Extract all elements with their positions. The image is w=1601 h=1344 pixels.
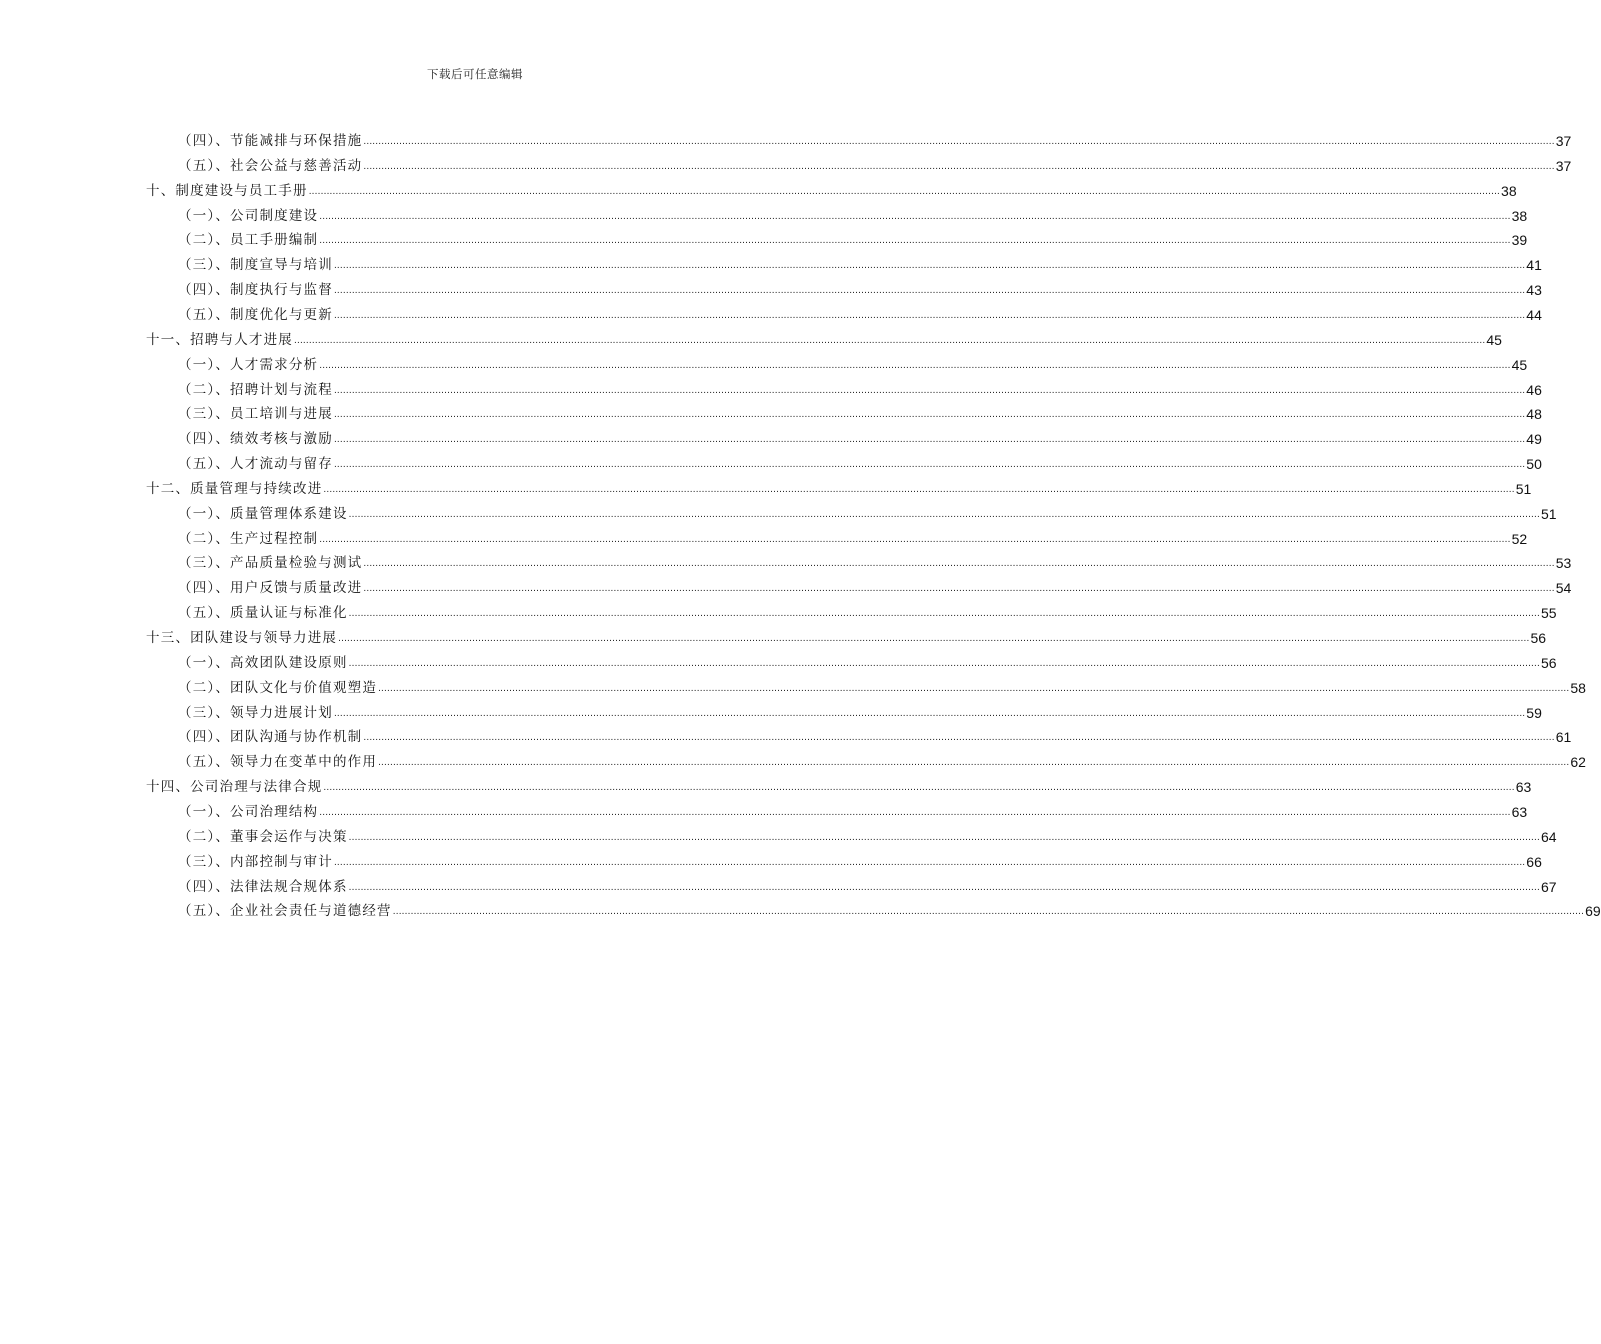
toc-entry-title: 十三、团队建设与领导力进展 xyxy=(146,630,338,646)
toc-entry-title: （三）、领导力进展计划 xyxy=(178,704,333,721)
toc-dot-leader: ................................................................................................................................................................................................................................................................................................................................................................................................................ xyxy=(319,533,1511,545)
toc-entry[interactable] xyxy=(178,298,1542,323)
toc-dot-leader: ................................................................................................................................................................................................................................................................................................................................................................................................................ xyxy=(333,285,1526,297)
toc-dot-leader: ................................................................................................................................................................................................................................................................................................................................................................................................................ xyxy=(333,707,1526,719)
toc-dot-leader: ................................................................................................................................................................................................................................................................................................................................................................................................................ xyxy=(348,831,1540,843)
toc-entry[interactable] xyxy=(178,273,1542,299)
toc-dot-leader: ................................................................................................................................................................................................................................................................................................................................................................................................................ xyxy=(392,906,1585,918)
toc-entry[interactable] xyxy=(178,646,1557,671)
toc-entry-title: （三）、产品质量检验与测试 xyxy=(178,555,363,572)
toc-dot-leader: ................................................................................................................................................................................................................................................................................................................................................................................................................ xyxy=(348,608,1540,620)
toc-entry-title: （一）、质量管理体系建设 xyxy=(178,505,348,522)
toc-entry-page: 66 xyxy=(1526,853,1542,870)
toc-entry-title: （三）、内部控制与审计 xyxy=(178,853,333,870)
toc-entry-page: 41 xyxy=(1526,257,1542,274)
toc-entry[interactable] xyxy=(178,199,1528,224)
toc-dot-leader: ................................................................................................................................................................................................................................................................................................................................................................................................................ xyxy=(363,136,1555,147)
toc-entry-page: 38 xyxy=(1511,207,1528,224)
toc-entry-page: 62 xyxy=(1570,754,1586,771)
toc-entry[interactable] xyxy=(178,373,1542,398)
toc-entry-page: 37 xyxy=(1555,157,1572,174)
toc-entry[interactable] xyxy=(178,845,1542,870)
toc-dot-leader: ................................................................................................................................................................................................................................................................................................................................................................................................................ xyxy=(363,160,1555,172)
toc-entry-title: （一）、高效团队建设原则 xyxy=(178,654,348,671)
toc-entry[interactable] xyxy=(178,696,1542,721)
toc-entry-page: 49 xyxy=(1526,431,1542,448)
toc-entry-page: 63 xyxy=(1515,779,1532,796)
toc-entry-title: （二）、员工手册编制 xyxy=(178,232,319,249)
toc-entry-title: （四）、制度执行与监督 xyxy=(178,282,333,299)
toc-entry-page: 69 xyxy=(1585,903,1601,920)
toc-entry[interactable] xyxy=(178,422,1542,448)
toc-entry-page: 38 xyxy=(1501,182,1517,199)
toc-entry[interactable] xyxy=(146,323,1502,348)
toc-dot-leader: ................................................................................................................................................................................................................................................................................................................................................................................................................ xyxy=(333,434,1526,446)
toc-dot-leader: ................................................................................................................................................................................................................................................................................................................................................................................................................ xyxy=(294,334,1486,346)
toc-entry[interactable] xyxy=(178,522,1528,547)
toc-dot-leader: ................................................................................................................................................................................................................................................................................................................................................................................................................ xyxy=(333,409,1526,421)
toc-entry-page: 46 xyxy=(1526,381,1542,398)
toc-entry-page: 54 xyxy=(1555,580,1572,597)
toc-entry[interactable] xyxy=(178,397,1542,423)
toc-entry-title: 十四、公司治理与法律合规 xyxy=(146,779,323,796)
toc-dot-leader: ................................................................................................................................................................................................................................................................................................................................................................................................................ xyxy=(348,657,1540,669)
toc-entry-page: 51 xyxy=(1515,480,1532,497)
toc-dot-leader: ................................................................................................................................................................................................................................................................................................................................................................................................................ xyxy=(378,757,1570,769)
toc-entry-title: （五）、人才流动与留存 xyxy=(178,456,333,473)
toc-entry-page: 56 xyxy=(1530,630,1547,646)
toc-entry[interactable] xyxy=(178,745,1586,771)
toc-entry-page: 58 xyxy=(1570,679,1586,696)
toc-dot-leader: ................................................................................................................................................................................................................................................................................................................................................................................................................ xyxy=(319,359,1511,371)
toc-entry[interactable] xyxy=(178,248,1542,274)
toc-entry-page: 51 xyxy=(1540,505,1557,522)
toc-entry-title: 十一、招聘与人才进展 xyxy=(146,331,293,348)
toc-entry-title: 十、制度建设与员工手册 xyxy=(146,182,308,199)
toc-dot-leader: ................................................................................................................................................................................................................................................................................................................................................................................................................ xyxy=(363,558,1555,570)
toc-entry-page: 56 xyxy=(1540,654,1557,671)
toc-dot-leader: ................................................................................................................................................................................................................................................................................................................................................................................................................ xyxy=(319,235,1511,247)
toc-entry-title: （五）、社会公益与慈善活动 xyxy=(178,157,363,174)
toc-entry-page: 59 xyxy=(1526,704,1542,721)
toc-dot-leader: ................................................................................................................................................................................................................................................................................................................................................................................................................ xyxy=(333,309,1526,321)
toc-entry[interactable] xyxy=(178,720,1572,746)
toc-entry-title: （二）、团队文化与价值观塑造 xyxy=(178,679,378,696)
toc-entry-page: 55 xyxy=(1540,605,1557,622)
toc-entry-title: （一）、人才需求分析 xyxy=(178,356,319,373)
toc-entry[interactable] xyxy=(178,497,1557,522)
toc-entry-page: 45 xyxy=(1511,356,1528,373)
toc-entry-page: 67 xyxy=(1540,878,1557,895)
toc-dot-leader: ................................................................................................................................................................................................................................................................................................................................................................................................................ xyxy=(348,508,1540,520)
toc-entry-page: 52 xyxy=(1511,530,1528,547)
toc-entry-page: 50 xyxy=(1526,456,1542,473)
toc-entry-title: （三）、员工培训与进展 xyxy=(178,406,333,423)
toc-dot-leader: ................................................................................................................................................................................................................................................................................................................................................................................................................ xyxy=(378,682,1570,694)
toc-entry-page: 44 xyxy=(1526,306,1542,323)
toc-entry[interactable] xyxy=(146,770,1532,796)
toc-entry[interactable] xyxy=(178,149,1572,174)
toc-entry[interactable] xyxy=(178,124,1572,149)
toc-entry-page: 63 xyxy=(1511,803,1528,820)
toc-entry-title: （二）、董事会运作与决策 xyxy=(178,828,348,845)
toc-dot-leader: ................................................................................................................................................................................................................................................................................................................................................................................................................ xyxy=(323,483,1515,495)
toc-entry[interactable] xyxy=(178,795,1528,820)
toc-entry[interactable] xyxy=(178,447,1542,473)
toc-entry[interactable] xyxy=(146,621,1547,646)
toc-entry[interactable] xyxy=(178,223,1528,249)
toc-entry-title: （五）、制度优化与更新 xyxy=(178,306,333,323)
toc-entry-title: （二）、招聘计划与流程 xyxy=(178,381,333,398)
toc-entry-title: （五）、企业社会责任与道德经营 xyxy=(178,903,392,920)
toc-dot-leader: ................................................................................................................................................................................................................................................................................................................................................................................................................ xyxy=(338,633,1530,644)
toc-dot-leader: ................................................................................................................................................................................................................................................................................................................................................................................................................ xyxy=(333,260,1526,272)
toc-entry-title: （四）、绩效考核与激励 xyxy=(178,431,333,448)
toc-entry-title: （四）、法律法规合规体系 xyxy=(178,878,348,895)
toc-entry-title: （四）、用户反馈与质量改进 xyxy=(178,580,363,597)
toc-entry-page: 43 xyxy=(1526,282,1542,299)
toc-dot-leader: ................................................................................................................................................................................................................................................................................................................................................................................................................ xyxy=(348,881,1540,893)
toc-entry-page: 53 xyxy=(1555,555,1572,572)
toc-entry[interactable] xyxy=(178,870,1557,895)
toc-entry-title: 十二、质量管理与持续改进 xyxy=(146,480,323,497)
toc-entry-title: （一）、公司制度建设 xyxy=(178,207,319,224)
toc-entry[interactable] xyxy=(178,820,1557,845)
toc-entry-page: 45 xyxy=(1486,331,1502,348)
toc-entry[interactable] xyxy=(178,671,1586,696)
toc-entry[interactable] xyxy=(146,174,1517,199)
toc-dot-leader: ................................................................................................................................................................................................................................................................................................................................................................................................................ xyxy=(363,732,1555,744)
toc-entry-title: （五）、质量认证与标准化 xyxy=(178,605,348,622)
toc-entry-page: 64 xyxy=(1540,828,1557,845)
toc-entry[interactable] xyxy=(178,571,1572,597)
toc-dot-leader: ................................................................................................................................................................................................................................................................................................................................................................................................................ xyxy=(333,384,1526,396)
toc-entry[interactable] xyxy=(178,596,1557,622)
toc-entry-page: 37 xyxy=(1555,133,1572,149)
toc-entry-title: （一）、公司治理结构 xyxy=(178,803,319,820)
toc-entry[interactable] xyxy=(178,894,1601,920)
toc-dot-leader: ................................................................................................................................................................................................................................................................................................................................................................................................................ xyxy=(319,806,1511,818)
toc-dot-leader: ................................................................................................................................................................................................................................................................................................................................................................................................................ xyxy=(308,185,1501,197)
page-header: 下载后可任意编辑 xyxy=(427,67,523,81)
toc-entry-page: 61 xyxy=(1555,729,1572,746)
toc-entry-page: 39 xyxy=(1511,232,1528,249)
toc-entry[interactable] xyxy=(178,546,1572,572)
toc-dot-leader: ................................................................................................................................................................................................................................................................................................................................................................................................................ xyxy=(333,856,1526,868)
toc-entry-title: （五）、领导力在变革中的作用 xyxy=(178,754,378,771)
toc-dot-leader: ................................................................................................................................................................................................................................................................................................................................................................................................................ xyxy=(319,210,1511,222)
toc-entry-page: 48 xyxy=(1526,406,1542,423)
toc-dot-leader: ................................................................................................................................................................................................................................................................................................................................................................................................................ xyxy=(333,459,1526,471)
toc-dot-leader: ................................................................................................................................................................................................................................................................................................................................................................................................................ xyxy=(363,583,1555,595)
toc-entry-title: （四）、团队沟通与协作机制 xyxy=(178,729,363,746)
toc-entry[interactable] xyxy=(146,472,1532,497)
toc-dot-leader: ................................................................................................................................................................................................................................................................................................................................................................................................................ xyxy=(323,782,1515,794)
toc-entry-title: （四）、节能减排与环保措施 xyxy=(178,133,363,149)
toc-entry-title: （二）、生产过程控制 xyxy=(178,530,319,547)
toc-entry-title: （三）、制度宣导与培训 xyxy=(178,257,333,274)
toc-entry[interactable] xyxy=(178,348,1528,373)
